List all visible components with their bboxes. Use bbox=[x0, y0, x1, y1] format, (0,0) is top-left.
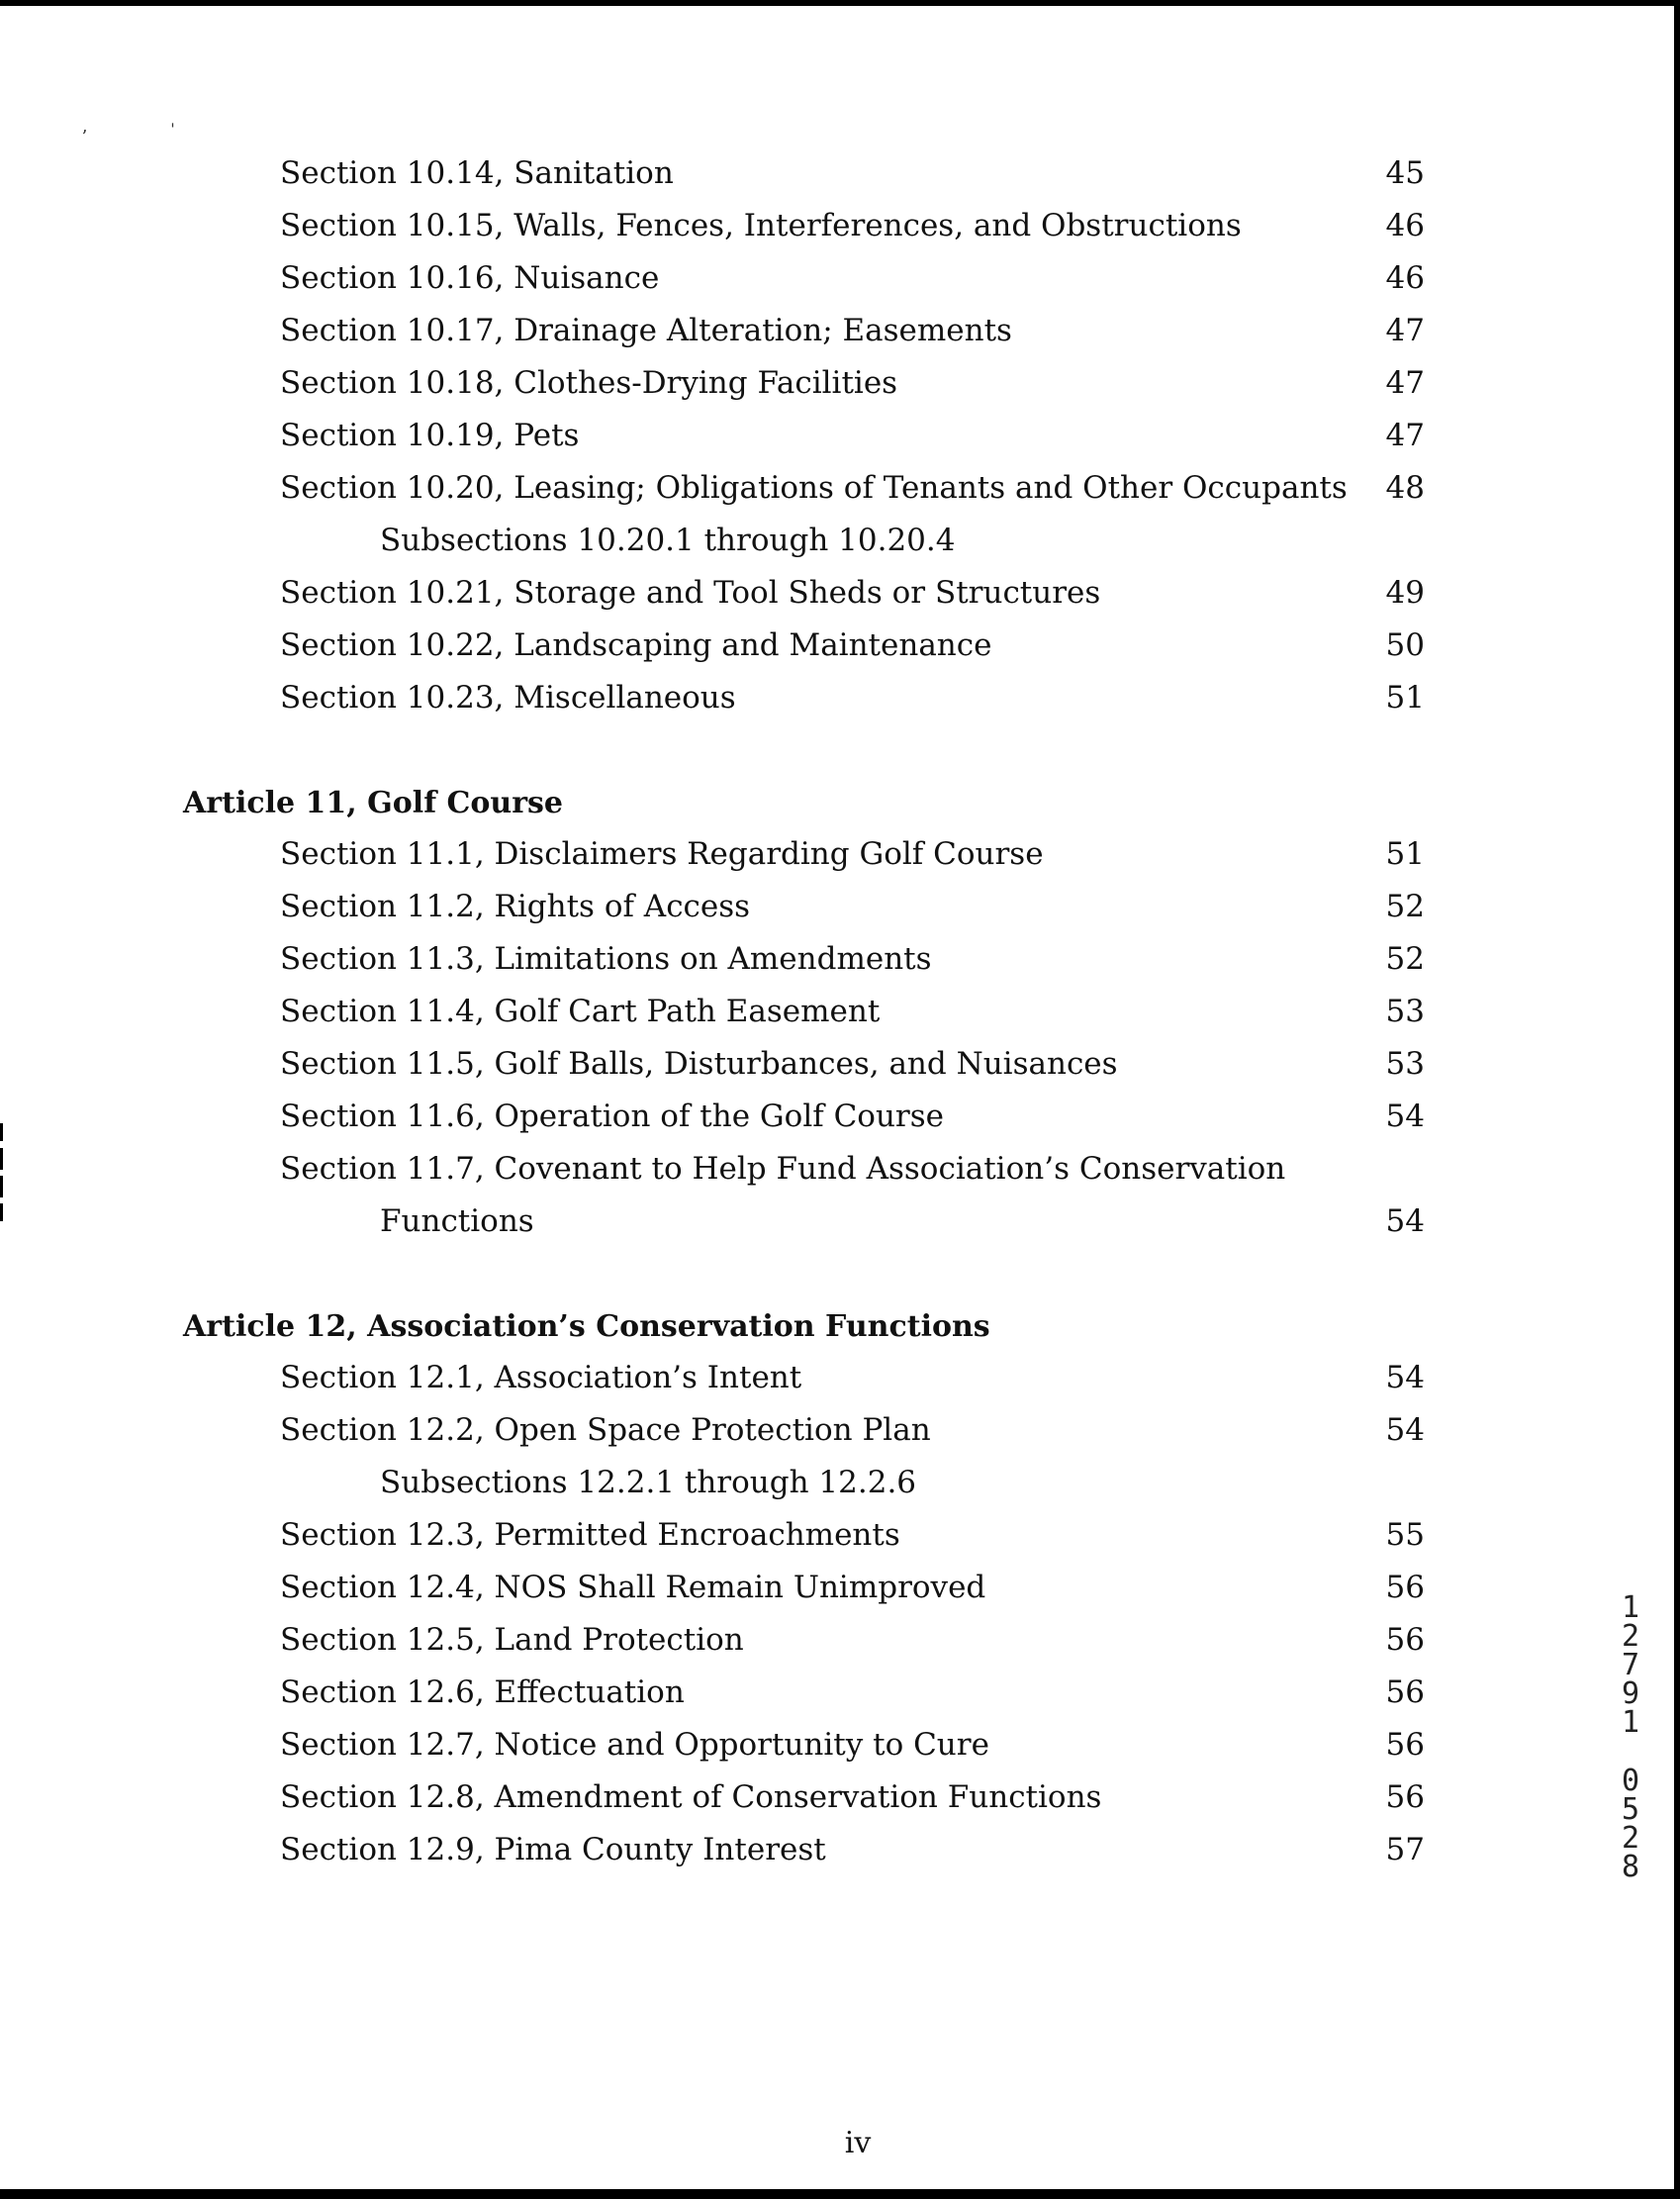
toc-entry-10-20: Section 10.20, Leasing; Obligations of Tenants and Other Occupants bbox=[280, 470, 1348, 506]
toc-page-12-8: 56 bbox=[1385, 1779, 1425, 1815]
page-number: iv bbox=[844, 2126, 872, 2160]
toc-page-10-14: 45 bbox=[1385, 155, 1425, 191]
toc-page-12-1: 54 bbox=[1385, 1360, 1425, 1395]
margin-mark bbox=[0, 1123, 3, 1141]
margin-mark bbox=[0, 1176, 3, 1197]
stamp-digit: 2 bbox=[1621, 1821, 1640, 1856]
toc-page-11-2: 52 bbox=[1385, 889, 1425, 924]
toc-page-10-19: 47 bbox=[1385, 418, 1425, 453]
margin-mark bbox=[0, 1203, 3, 1221]
toc-page-10-21: 49 bbox=[1385, 575, 1425, 611]
stamp-number-part-1 bbox=[1611, 1590, 1650, 1740]
toc-page-12-7: 56 bbox=[1385, 1727, 1425, 1763]
toc-entry-12-8: Section 12.8, Amendment of Conservation Functions bbox=[280, 1779, 1102, 1815]
toc-page-12-4: 56 bbox=[1385, 1570, 1425, 1605]
toc-entry-10-18: Section 10.18, Clothes-Drying Facilities bbox=[280, 365, 898, 401]
toc-entry-12-7: Section 12.7, Notice and Opportunity to Cure bbox=[280, 1727, 989, 1763]
toc-page-10-15: 46 bbox=[1385, 208, 1425, 243]
toc-entry-11-2: Section 11.2, Rights of Access bbox=[280, 889, 751, 924]
toc-entry-10-15: Section 10.15, Walls, Fences, Interferences, and Obstructions bbox=[280, 208, 1242, 243]
toc-entry-11-7: Section 11.7, Covenant to Help Fund Association’s Conservation bbox=[280, 1151, 1286, 1187]
margin-mark bbox=[0, 1148, 3, 1170]
stamp-digit: 8 bbox=[1621, 1850, 1640, 1884]
toc-entry-12-3: Section 12.3, Permitted Encroachments bbox=[280, 1517, 900, 1553]
toc-page-11-4: 53 bbox=[1385, 994, 1425, 1029]
toc-subentry-12-2: Subsections 12.2.1 through 12.2.6 bbox=[380, 1465, 917, 1500]
toc-page-11-7: 54 bbox=[1385, 1203, 1425, 1239]
stamp-digit: 0 bbox=[1621, 1764, 1640, 1798]
toc-page-12-9: 57 bbox=[1385, 1832, 1425, 1867]
toc-page-11-1: 51 bbox=[1385, 836, 1425, 872]
toc-page-10-23: 51 bbox=[1385, 680, 1425, 716]
stamp-digit: 1 bbox=[1621, 1590, 1640, 1625]
toc-entry-10-22: Section 10.22, Landscaping and Maintenance bbox=[280, 627, 992, 663]
stamp-digit: 2 bbox=[1621, 1619, 1640, 1654]
toc-entry-11-7-cont: Functions bbox=[380, 1203, 534, 1239]
article-heading-12: Article 12, Association’s Conservation Functions bbox=[183, 1309, 990, 1344]
toc-page-11-3: 52 bbox=[1385, 941, 1425, 977]
toc-entry-11-6: Section 11.6, Operation of the Golf Course bbox=[280, 1099, 944, 1134]
toc-page-10-20: 48 bbox=[1385, 470, 1425, 506]
stamp-digit: 1 bbox=[1621, 1705, 1640, 1740]
stamp-digit: 9 bbox=[1621, 1676, 1640, 1711]
toc-page-11-6: 54 bbox=[1385, 1099, 1425, 1134]
toc-page-11-5: 53 bbox=[1385, 1046, 1425, 1082]
toc-page-12-5: 56 bbox=[1385, 1622, 1425, 1658]
toc-page-10-16: 46 bbox=[1385, 260, 1425, 296]
toc-page-12-6: 56 bbox=[1385, 1674, 1425, 1710]
toc-entry-12-9: Section 12.9, Pima County Interest bbox=[280, 1832, 826, 1867]
article-heading-11: Article 11, Golf Course bbox=[183, 786, 564, 820]
stamp-number-part-2 bbox=[1611, 1764, 1650, 1884]
toc-entry-10-21: Section 10.21, Storage and Tool Sheds or Structures bbox=[280, 575, 1101, 611]
toc-entry-11-4: Section 11.4, Golf Cart Path Easement bbox=[280, 994, 881, 1029]
toc-entry-10-17: Section 10.17, Drainage Alteration; Easements bbox=[280, 313, 1012, 348]
toc-page-10-22: 50 bbox=[1385, 627, 1425, 663]
toc-entry-10-23: Section 10.23, Miscellaneous bbox=[280, 680, 736, 716]
toc-entry-11-5: Section 11.5, Golf Balls, Disturbances, and Nuisances bbox=[280, 1046, 1118, 1082]
stamp-digit: 7 bbox=[1621, 1648, 1640, 1682]
toc-page-10-18: 47 bbox=[1385, 365, 1425, 401]
toc-entry-11-1: Section 11.1, Disclaimers Regarding Golf Course bbox=[280, 836, 1044, 872]
stamp-gap bbox=[1611, 1737, 1650, 1767]
stamp-digit: 5 bbox=[1621, 1792, 1640, 1827]
toc-page-10-17: 47 bbox=[1385, 313, 1425, 348]
toc-entry-12-6: Section 12.6, Effectuation bbox=[280, 1674, 685, 1710]
toc-page-12-2: 54 bbox=[1385, 1412, 1425, 1448]
toc-entry-10-16: Section 10.16, Nuisance bbox=[280, 260, 660, 296]
toc-entry-11-3: Section 11.3, Limitations on Amendments bbox=[280, 941, 932, 977]
toc-entry-10-19: Section 10.19, Pets bbox=[280, 418, 580, 453]
toc-page-12-3: 55 bbox=[1385, 1517, 1425, 1553]
toc-subentry-10-20: Subsections 10.20.1 through 10.20.4 bbox=[380, 523, 956, 558]
toc-entry-12-4: Section 12.4, NOS Shall Remain Unimproved bbox=[280, 1570, 986, 1605]
toc-entry-12-2: Section 12.2, Open Space Protection Plan bbox=[280, 1412, 931, 1448]
toc-entry-12-1: Section 12.1, Association’s Intent bbox=[280, 1360, 802, 1395]
document-stamp-number bbox=[1611, 1590, 1650, 1884]
toc-entry-10-14: Section 10.14, Sanitation bbox=[280, 155, 674, 191]
page-border-top bbox=[0, 0, 1680, 6]
page-border-right bbox=[1674, 0, 1680, 2199]
page-border-bottom bbox=[0, 2189, 1680, 2199]
scan-speck: ˈ bbox=[170, 121, 175, 142]
scan-speck: ʼ bbox=[81, 127, 87, 147]
toc-entry-12-5: Section 12.5, Land Protection bbox=[280, 1622, 744, 1658]
